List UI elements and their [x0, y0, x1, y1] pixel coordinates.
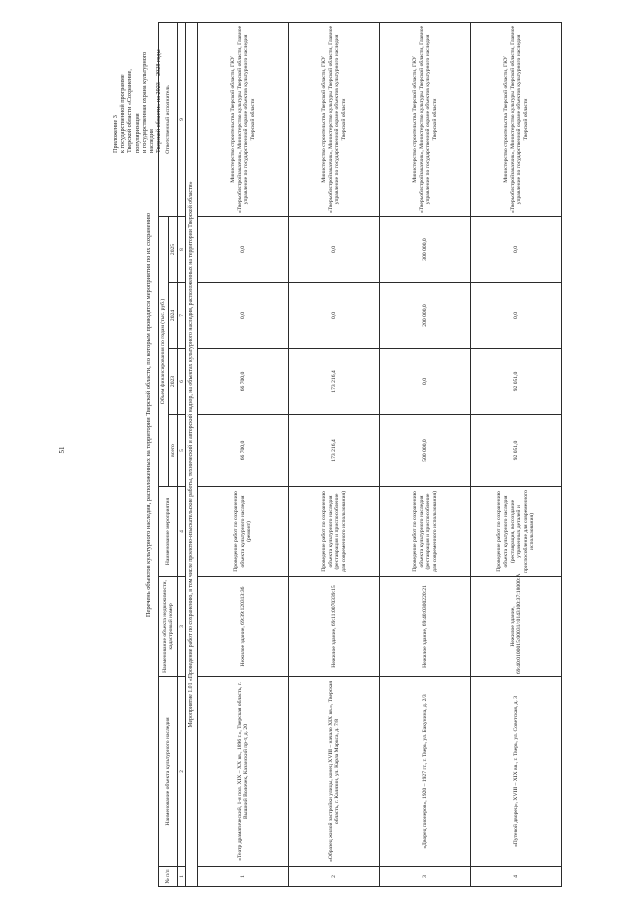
annex-line: и государственная охрана культурного наследия: [140, 51, 156, 153]
table-row: [471, 23, 562, 887]
finance-2025: 0,0: [471, 217, 562, 283]
annex-line: Тверской области «Сохранение, популяризация: [126, 69, 141, 153]
annex-line: Тверской области» на 2023 – 2028 годы: [155, 49, 163, 153]
row-num: 1: [198, 867, 289, 887]
event-name: Проведение работ по сохранению объекта культурного наследия (реставрация и приспособление для современного использования): [289, 487, 380, 577]
finance-2024: 0,0: [198, 283, 289, 349]
header-finance: Объем финансирования по годам (тыс. руб.): [159, 217, 169, 487]
realty-name: Нежилое здание, 69:40:0100015:00031/:0143100:37:18000:А: [471, 577, 562, 677]
column-number: 2: [178, 677, 186, 867]
section-row: [186, 23, 198, 887]
column-number: 4: [178, 487, 186, 577]
table-row: [198, 23, 289, 887]
finance-2023: 66 700,0: [198, 349, 289, 415]
finance-2025: 300 000,0: [380, 217, 471, 283]
finance-2024: 0,0: [471, 283, 562, 349]
column-number: 6: [178, 349, 186, 415]
event-name: Проведение работ по сохранению объекта культурного наследия (реставрация и приспособление для современного использования): [380, 487, 471, 577]
header-realty: Наименование объекта недвижимости, кадастровый номер: [159, 577, 178, 677]
document-title: Перечень объектов культурного наследия, расположенных на территории Тверской области, по которым проводятся мероприятия по их сохранению: [145, 212, 152, 618]
page-number: 51: [58, 446, 66, 454]
annex-line: Приложение 3: [112, 115, 119, 153]
annex-block: [112, 33, 162, 153]
finance-total: 66 700,0: [198, 415, 289, 487]
object-name: «Дворец пионеров», 1920 – 1927 гг., г. Тверь, ул. Бакунина, д. 2/3: [380, 677, 471, 867]
header-num: № п/п: [159, 867, 178, 887]
objects-table: [158, 22, 562, 887]
header-event: Наименование мероприятия: [159, 487, 178, 577]
finance-2025: 0,0: [289, 217, 380, 283]
finance-2023: 173 216,4: [289, 349, 380, 415]
header-year-2025: 2025: [168, 217, 178, 283]
row-num: 2: [289, 867, 380, 887]
column-number: 8: [178, 217, 186, 283]
section-title: Мероприятие 1.01 «Проведение работ по сохранению, в том числе проектно-изыскательские работы, технический и авторский надзор, на объектах культурного наследия, расположенных на территории Тверской области»: [186, 23, 198, 887]
responsible: Министерство строительства Тверской области, ГКУ «Тверьоблстройзаказчик», Министерство культуры Тверской области, Главное управление по государственной охране объектов культурного наследия Тверской области: [289, 23, 380, 217]
header-object-name: Наименование объекта культурного наследия: [159, 677, 178, 867]
finance-total: 92 051,0: [471, 415, 562, 487]
column-numbers-row: [178, 23, 186, 887]
header-year-2024: 2024: [168, 283, 178, 349]
realty-name: Нежилое здание, 69:39:120313:36: [198, 577, 289, 677]
header-total: всего: [168, 415, 178, 487]
header-year-2023: 2023: [168, 349, 178, 415]
column-number: 7: [178, 283, 186, 349]
object-name: «Образец жилой застройки улицы, конец XVIII – начало XIX вв.», Тверская область, г. Калязин, ул. Карла Маркса, д. 7/8: [289, 677, 380, 867]
row-num: 3: [380, 867, 471, 887]
finance-2023: 0,0: [380, 349, 471, 415]
finance-total: 500 000,0: [380, 415, 471, 487]
responsible: Министерство строительства Тверской области, ГКУ «Тверьоблстройзаказчик», Министерство культуры Тверской области, Главное управление по государственной охране объектов культурного наследия Тверской области: [198, 23, 289, 217]
event-name: Проведение работ по сохранению объекта культурного наследия (реставрация, воссоздание утраченных деталей и приспособление для современного использования): [471, 487, 562, 577]
finance-2024: 200 000,0: [380, 283, 471, 349]
responsible: Министерство строительства Тверской области, ГКУ «Тверьоблстройзаказчик», Министерство культуры Тверской области, Главное управление по государственной охране объектов культурного наследия Тверской области: [471, 23, 562, 217]
column-number: 9: [178, 23, 186, 217]
realty-name: Нежилое здание, 69:40:0300220:21: [380, 577, 471, 677]
object-name: «Театр драматический, 1-я пол. XIX – XX вв., 1896 г.», Тверская область, г. Вышний Волочек, Казанский пр-т, д. 20: [198, 677, 289, 867]
annex-line: к государственной программе: [119, 74, 127, 153]
table-row: [289, 23, 380, 887]
finance-2025: 0,0: [198, 217, 289, 283]
object-name: «Путевой дворец», XVIII – XIX вв., г. Тверь, ул. Советская, д. 3: [471, 677, 562, 867]
finance-2024: 0,0: [289, 283, 380, 349]
table-row: [380, 23, 471, 887]
finance-2023: 92 051,0: [471, 349, 562, 415]
realty-name: Нежилое здание, 69:11:0070339:15: [289, 577, 380, 677]
responsible: Министерство строительства Тверской области, ГКУ «Тверьоблстройзаказчик», Министерство культуры Тверской области, Главное управление по государственной охране объектов культурного наследия Тверской области: [380, 23, 471, 217]
column-number: 5: [178, 415, 186, 487]
column-number: 1: [178, 867, 186, 887]
column-number: 3: [178, 577, 186, 677]
row-num: 4: [471, 867, 562, 887]
finance-total: 173 216,4: [289, 415, 380, 487]
header-responsible: Ответственный исполнитель: [159, 23, 178, 217]
event-name: Проведение работ по сохранению объекта культурного наследия (ремонт): [198, 487, 289, 577]
